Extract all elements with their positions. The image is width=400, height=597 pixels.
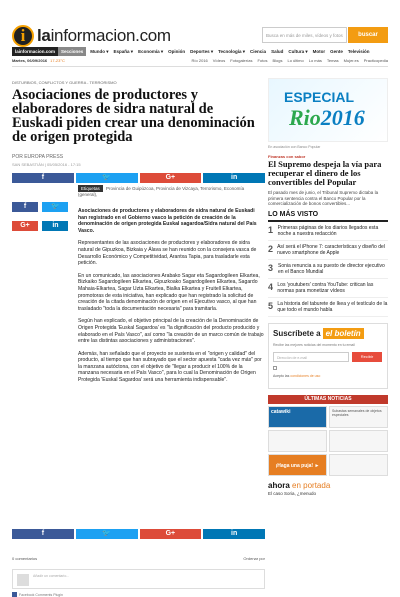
linkedin-share-button[interactable]: in [203, 529, 265, 539]
sub-link[interactable]: Lo más [308, 58, 322, 63]
nav-sections[interactable]: Secciones [58, 47, 86, 56]
linkedin-share-button[interactable]: in [42, 221, 68, 231]
nav-item[interactable]: España ▾ [113, 48, 134, 54]
nav-item[interactable]: Deportes ▾ [190, 48, 214, 54]
comments-order[interactable]: Ordenar por [243, 556, 265, 561]
subscribe-button[interactable]: Recibir [352, 352, 382, 362]
comment-input[interactable]: Añadir un comentario... [33, 574, 70, 578]
site-header [0, 0, 400, 78]
search-button[interactable]: buscar [348, 27, 388, 43]
newsletter-box: Suscríbete a el boletín Recibe las mejores noticias del momento en tu email Dirección de e-mail Recibir Acepto las condiciones de uso [268, 323, 388, 389]
nav-item[interactable]: Motor [312, 49, 326, 54]
sub-link[interactable]: Fotos [257, 58, 268, 63]
article-title: Asociaciones de productores y elaboradores de sidra natural de Euskadi piden crear una denominación de origen protegida [12, 87, 255, 145]
ad-grid [268, 406, 388, 476]
list-item[interactable]: 3 Sonia renuncia a su puesto de director ejecutivo en el Banco Mundial [268, 260, 388, 279]
sub-link[interactable]: Fotogalerías [230, 58, 253, 63]
googleplus-share-button[interactable]: G+ [140, 173, 202, 183]
sub-link[interactable]: Vídeos [212, 58, 226, 63]
sub-link[interactable]: Blogs [272, 58, 283, 63]
tags-label: Etiquetas [78, 185, 103, 192]
linkedin-share-button[interactable]: in [203, 173, 265, 183]
promo-title[interactable]: El Supremo despeja la vía para recuperar el dinero de los convertibles del Popular [268, 159, 382, 187]
ad-tile[interactable] [329, 430, 388, 452]
nav-item[interactable]: Opinión [168, 49, 186, 54]
ad-tile[interactable] [268, 430, 327, 452]
article-paragraph: En un comunicado, las asociaciones Arabako Sagar eta Sagardogileen Elkartea, Bizkaiko Sagardogileen Elkartea, Gipuzkoako Sagardogileen Elkartea, Sagardo Mahaia-Elkartea, Sagar Uzta Elkartea, Bialka Elkartea y Fruitell Elkartea, promotoras de esta iniciativa, han explicado que han registrado la solicitud de creación de la citada denominación de origen en el Ejecutivo vasco, al que han trasladado "toda la documentación necesaria" para tramitarla. [78, 272, 260, 312]
terms-link[interactable]: condiciones de uso [290, 373, 321, 378]
now-heading: ahora en portada [268, 480, 331, 490]
article [12, 78, 265, 597]
most-viewed [268, 211, 388, 317]
tags [78, 186, 264, 198]
sub-bar [12, 58, 388, 65]
now-item[interactable]: El caso Soria, ¿menudo [268, 490, 317, 496]
side-share [12, 195, 72, 233]
current-date: Martes, 06/09/2016 [12, 58, 48, 63]
sub-link[interactable]: Temas [326, 58, 339, 63]
article-lead: Asociaciones de productores y elaboradores de sidra natural de Euskadi han registrado en el Gobierno vasco la petición de creación de la denominación de origen protegida Euskal sagardoa/Sidra natural del País Vasco. [78, 208, 257, 234]
googleplus-share-button[interactable]: G+ [140, 529, 202, 539]
list-item[interactable]: 2 Así será el iPhone 7: características y diseño del nuevo smartphone de Apple [268, 241, 388, 260]
article-dateline: SAN SEBASTIÁN | 05/05/2016 - 17:15 [12, 162, 81, 167]
article-byline: POR EUROPA PRESS [12, 154, 64, 160]
nav-item[interactable]: Mundo ▾ [90, 48, 109, 54]
nav-item[interactable]: Salud [271, 49, 284, 54]
main-nav [12, 47, 388, 56]
ad-tile[interactable] [329, 454, 388, 476]
article-paragraph: Representantes de las asociaciones de productores y elaboradores de sidra natural de Gipuzkoa, Bizkaia y Álava se han reunido con la consejera vasca de Desarrollo Económico y Competitividad, Arantxa Tapia, para trasladarle esta petición. [78, 240, 257, 267]
list-item[interactable]: 5 La historia del taburete de Ikea y el testículo de la que todo el mundo habla [268, 298, 388, 317]
promo-category[interactable]: Finanzas con sabor [268, 154, 306, 159]
sub-link[interactable]: Mujer.es [343, 58, 359, 63]
twitter-share-button[interactable]: 🐦 [42, 202, 68, 212]
promo-text: El pasado mes de junio, el Tribunal Supremo dictaba la primera sentencia contra el Banco Popular por la comercialización de bonos convertibles... [268, 190, 379, 206]
rio-2016-banner[interactable]: ESPECIAL Rio2016 [268, 78, 388, 142]
share-bar-top [12, 173, 265, 183]
sub-link[interactable]: Río 2016 [191, 58, 208, 63]
twitter-share-button[interactable]: 🐦 [76, 173, 138, 183]
facebook-plugin[interactable]: Facebook Comments Plugin [12, 592, 63, 597]
share-bar-bottom [12, 529, 265, 539]
nav-item[interactable]: Televisión [347, 49, 370, 54]
twitter-share-button[interactable]: 🐦 [76, 529, 138, 539]
breadcrumb[interactable]: DISTURBIOS, CONFLICTOS Y GUERRA - TERRORISMO [12, 80, 117, 85]
sub-link[interactable]: Lo último [287, 58, 304, 63]
list-item[interactable]: 4 Los 'youtubers' contra YouTube: critican las normas para monetizar vídeos [268, 279, 388, 298]
promo-label: En asociación con Banco Popular [268, 145, 321, 149]
sub-link[interactable]: Practicopedia [363, 58, 388, 63]
comment-box[interactable] [12, 569, 265, 589]
logo-icon: i [12, 25, 34, 47]
most-viewed-heading: LO MÁS VISTO [268, 211, 388, 222]
avatar [17, 574, 29, 586]
nav-item[interactable]: Tecnología ▾ [218, 48, 246, 54]
ad-tile[interactable]: Subastas semanales de objetos especiales [329, 406, 388, 428]
temperature: 17-23°C [50, 58, 65, 63]
article-body [78, 208, 264, 390]
nav-item[interactable]: Cultura ▾ [288, 48, 308, 54]
article-paragraph: Según han explicado, el objetivo principal de la creación de la Denominación de Origen Protegida 'Euskal Sagardoa' es "la dignificación del producto producido y elaborado en el País Vasco", así como "la creación de un marco común de trabajo entre las distintas asociaciones y administraciones". [78, 318, 264, 345]
facebook-share-button[interactable]: f [12, 202, 38, 212]
nav-item[interactable]: Ciencia [250, 49, 267, 54]
ad-tile[interactable]: catawiki [268, 406, 327, 428]
ad-tile[interactable]: ¡Haga una puja! ► [268, 454, 327, 476]
googleplus-share-button[interactable]: G+ [12, 221, 38, 231]
nav-item[interactable]: Economía ▾ [138, 48, 164, 54]
nav-item[interactable]: Gente [330, 49, 343, 54]
email-field[interactable]: Dirección de e-mail [273, 352, 349, 362]
sidebar [268, 78, 388, 496]
list-item[interactable]: 1 Primeras páginas de los diarios llegados esta noche a nuestra redacción [268, 222, 388, 241]
facebook-share-button[interactable]: f [12, 529, 74, 539]
site-logo[interactable]: i lainformacion.com [12, 25, 171, 47]
tags-list[interactable]: Provincia de Guipúzcoa, Provincia de Vizcaya, Terrorismo, Economía (general), [78, 186, 245, 197]
latest-news-heading: ÚLTIMAS NOTICIAS [268, 395, 388, 404]
comments-header [12, 556, 265, 561]
comments-count: 0 comentarios [12, 556, 38, 561]
facebook-icon [12, 592, 17, 597]
search-input[interactable]: Busca en más de miles, vídeos y fotos [262, 27, 347, 43]
terms-checkbox[interactable] [273, 366, 277, 370]
nav-site-link[interactable]: lainformacion.com [12, 47, 58, 56]
article-paragraph: Además, han señalado que el proyecto se sustenta en el "origen y calidad" del producto, al tiempo que han subrayado que el sector apuesta "cada vez más" por la manzana autóctona, con el objetivo de "llegar a producir el 100% de la manzana necesaria en el País Vasco", para lo cual la Denominación de Origen Protegida 'Euskal Sagardoa' será una herramienta indispensable". [78, 350, 262, 384]
facebook-share-button[interactable]: f [12, 173, 74, 183]
divider [12, 66, 388, 67]
